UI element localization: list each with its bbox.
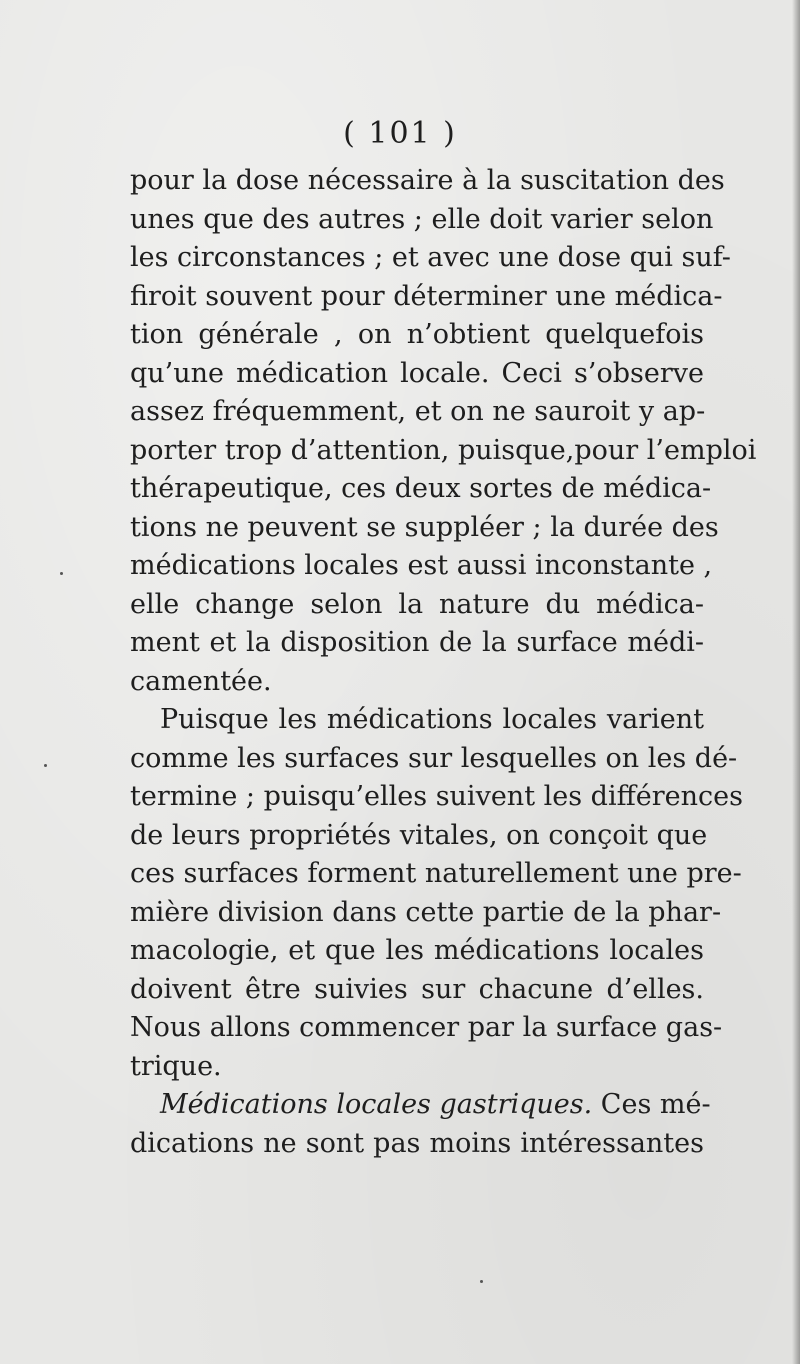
- text-line: de leurs propriétés vitales, on conçoit que: [130, 819, 708, 851]
- text-line: Puisque les médications locales varient: [160, 704, 704, 735]
- page-edge-shadow: [792, 0, 800, 1364]
- text-line: firoit souvent pour déterminer une médica-: [130, 280, 723, 312]
- text-line: pour la dose nécessaire à la suscitation des: [130, 165, 725, 196]
- margin-speck: [60, 572, 63, 575]
- section-heading-continuation: Ces mé-: [592, 1089, 711, 1120]
- text-line: assez fréquemment, et on ne sauroit y ap-: [130, 396, 706, 427]
- section-heading: Médications locales gastriques.: [160, 1089, 593, 1120]
- text-line: trique.: [130, 1050, 222, 1082]
- text-line: ces surfaces forment naturellement une pre-: [130, 858, 742, 889]
- text-line: porter trop d’attention, puisque,pour l’emploi: [130, 434, 757, 466]
- text-line: termine ; puisqu’elles suivent les différences: [130, 781, 743, 812]
- text-line: ment et la disposition de la surface médi-: [130, 627, 704, 658]
- text-line: comme les surfaces sur lesquelles on les dé-: [130, 742, 738, 774]
- text-line: elle change selon la nature du médica-: [130, 588, 704, 620]
- body-text: [130, 162, 757, 1163]
- text-line: doivent être suivies sur chacune d’elles.: [130, 973, 704, 1005]
- text-line-closing: dications ne sont pas moins intéressantes: [130, 1127, 704, 1159]
- text-line: qu’une médication locale. Ceci s’observe: [130, 357, 704, 389]
- text-line: tions ne peuvent se suppléer ; la durée des: [130, 511, 719, 543]
- text-line: médications locales est aussi inconstante ,: [130, 550, 713, 581]
- text-line: tion générale , on n’obtient quelquefois: [130, 319, 704, 350]
- paragraph-lines: [130, 162, 757, 1086]
- text-line: mière division dans cette partie de la phar-: [130, 896, 722, 928]
- text-line: unes que des autres ; elle doit varier selon: [130, 203, 714, 235]
- margin-speck: [44, 764, 47, 767]
- section-heading-line: [130, 1086, 711, 1125]
- text-line: camentée.: [130, 665, 272, 697]
- text-line: Nous allons commencer par la surface gas-: [130, 1012, 723, 1043]
- margin-speck: [480, 1280, 483, 1283]
- text-line: macologie, et que les médications locales: [130, 935, 704, 966]
- text-line: les circonstances ; et avec une dose qui suf-: [130, 242, 731, 273]
- page-number: ( 101 ): [343, 116, 457, 151]
- text-line: thérapeutique, ces deux sortes de médica-: [130, 473, 712, 504]
